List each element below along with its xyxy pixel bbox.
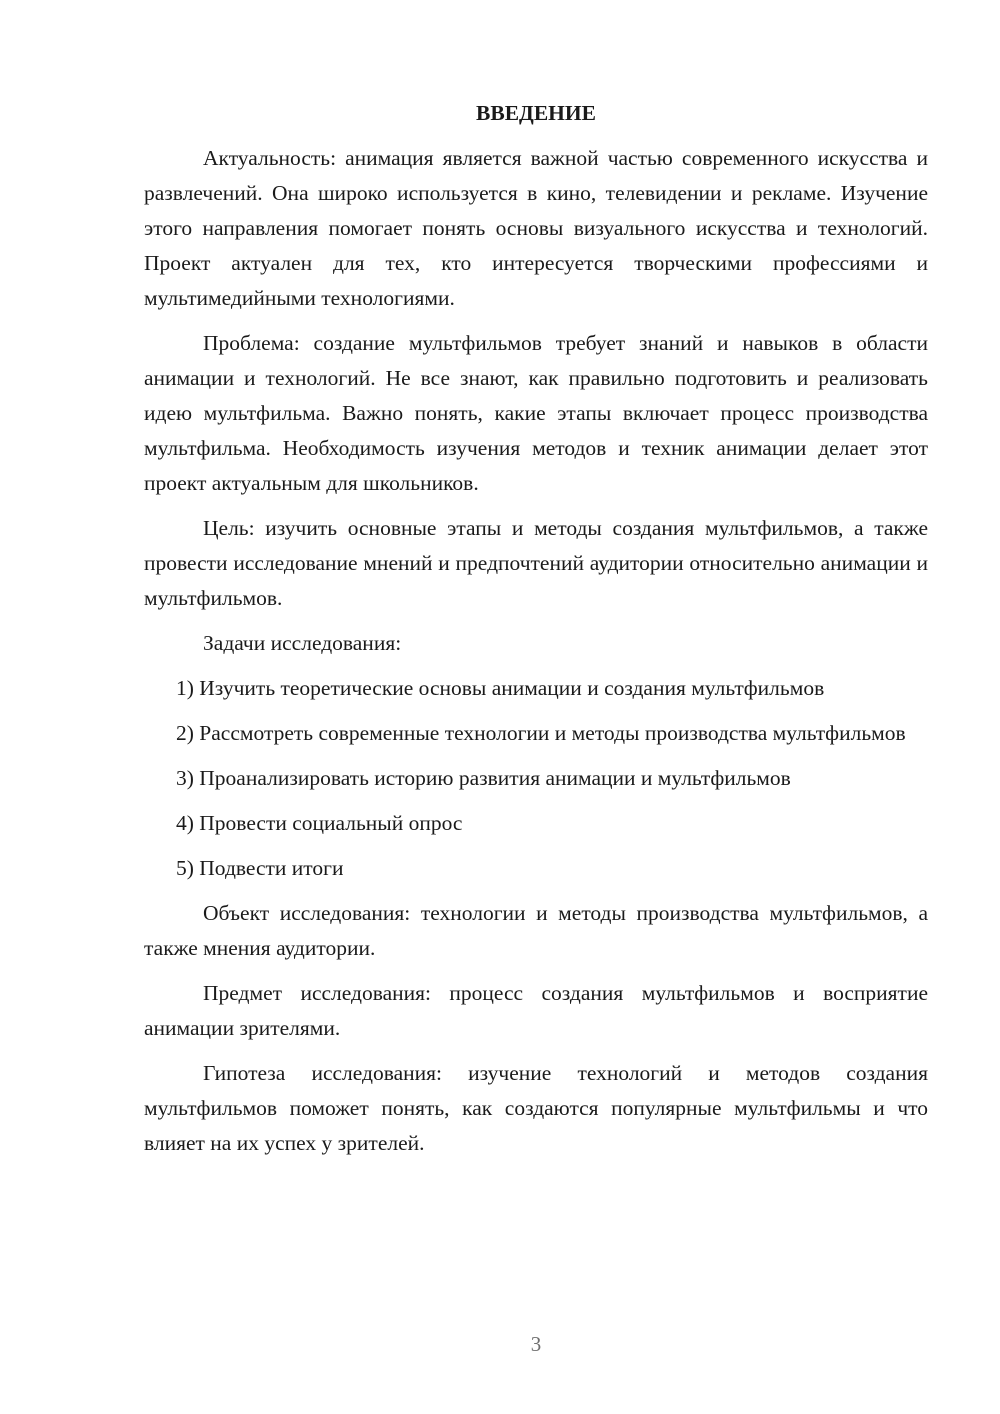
goal-paragraph: Цель: изучить основные этапы и методы создания мультфильмов, а также провести исследование мнений и предпочтений аудитории относительно анимации и мультфильмов. bbox=[144, 516, 928, 610]
task-item-4: 4) Провести социальный опрос bbox=[176, 811, 463, 835]
task-item-2: 2) Рассмотреть современные технологии и методы производства мультфильмов bbox=[176, 721, 906, 745]
hypothesis-paragraph: Гипотеза исследования: изучение технологий и методов создания мультфильмов поможет понять, как создаются популярные мультфильмы и что влияет на их успех у зрителей. bbox=[144, 1061, 928, 1155]
tasks-title: Задачи исследования: bbox=[203, 631, 402, 655]
object-paragraph: Объект исследования: технологии и методы производства мультфильмов, а также мнения аудитории. bbox=[144, 901, 928, 960]
subject-paragraph: Предмет исследования: процесс создания мультфильмов и восприятие анимации зрителями. bbox=[144, 981, 928, 1040]
page-number: 3 bbox=[530, 1332, 542, 1356]
relevance-paragraph: Актуальность: анимация является важной частью современного искусства и развлечений. Она широко используется в кино, телевидении и рекламе. Изучение этого направления помогает понять основы визуального искусства и технологий. Проект актуален для тех, кто интересуется творческими профессиями и мультимедийными технологиями. bbox=[144, 146, 928, 310]
task-item-1: 1) Изучить теоретические основы анимации и создания мультфильмов bbox=[176, 676, 825, 700]
problem-paragraph: Проблема: создание мультфильмов требует знаний и навыков в области анимации и технологий. Не все знают, как правильно подготовить и реализовать идею мультфильма. Важно понять, какие этапы включает процесс производства мультфильма. Необходимость изучения методов и техник анимации делает этот проект актуальным для школьников. bbox=[144, 331, 928, 495]
section-heading: ВВЕДЕНИЕ bbox=[476, 101, 596, 125]
task-item-5: 5) Подвести итоги bbox=[176, 856, 344, 880]
task-item-3: 3) Проанализировать историю развития анимации и мультфильмов bbox=[176, 766, 791, 790]
page-content bbox=[144, 96, 928, 1171]
